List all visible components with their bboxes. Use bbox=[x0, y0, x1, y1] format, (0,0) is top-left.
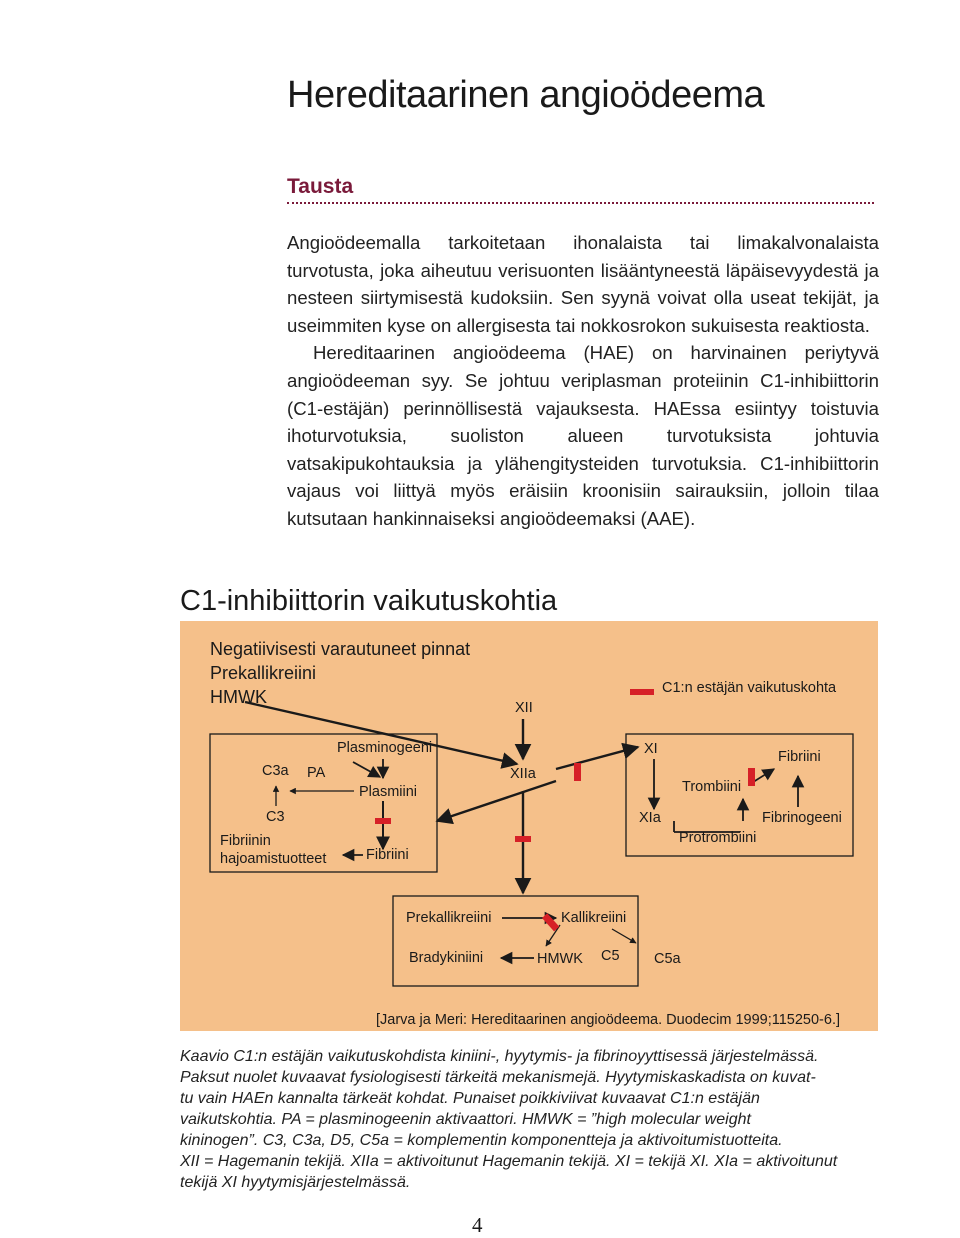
label-prekallikrein: Prekallikreiini bbox=[406, 910, 492, 926]
label-plasminogen: Plasminogeeni bbox=[337, 740, 433, 756]
legend-inhibition-symbol bbox=[630, 689, 654, 695]
label-plasmin: Plasmiini bbox=[359, 784, 418, 800]
label-fibrin-degradation-1: Fibriinin bbox=[220, 833, 271, 849]
label-hmwk: HMWK bbox=[537, 951, 583, 967]
arrow-c5-to-c5a bbox=[612, 929, 636, 943]
label-c5a: C5a bbox=[654, 951, 681, 967]
label-c5: C5 bbox=[601, 948, 620, 964]
label-bradykinin: Bradykiniini bbox=[409, 950, 484, 966]
figure-heading: C1-inhibiittorin vaikutuskohtia bbox=[180, 585, 558, 617]
section-divider bbox=[287, 202, 874, 204]
inhibition-mark-plasmin bbox=[375, 818, 391, 824]
inhibition-mark-xiia-xi bbox=[574, 763, 581, 781]
pathway-diagram bbox=[180, 621, 878, 1031]
label-prothrombin: Protrombiini bbox=[679, 830, 757, 846]
paragraph-2: Hereditaarinen angioödeema (HAE) on harvinainen periytyvä angioödeeman syy. Se johtuu veriplasman proteiinin C1-inhibiittorin (C1-estäjän) perinnöllisestä vajauksesta. HAEssa esiintyy toistuvia ihoturvotuksia, suoliston alueen turvotuksista johtuvia vatsakipukohtauksia ja ylähengitysteiden turvotuksia. C1-inhibiittorin vajaus voi liittyä myös eräisiin kroonisiin sairauksiin, jolloin tilaa kutsutaan hankinnaiseksi angioödeemaksi (AAE). bbox=[287, 342, 879, 529]
legend-label: C1:n estäjän vaikutuskohta bbox=[662, 680, 837, 696]
inhibition-mark-xiia-kinin bbox=[515, 836, 531, 842]
figure-source: [Jarva ja Meri: Hereditaarinen angioödeema. Duodecim 1999;115250-6.] bbox=[376, 1012, 841, 1028]
inhibition-mark-thrombin bbox=[748, 768, 755, 786]
label-fibrin-right: Fibriini bbox=[778, 749, 821, 765]
page-title: Hereditaarinen angioödeema bbox=[287, 74, 765, 116]
label-c3: C3 bbox=[266, 809, 285, 825]
paragraph-1: Angioödeemalla tarkoitetaan ihonalaista tai limakalvonalaista turvotusta, joka aiheutuu verisuonten lisääntyneestä läpäisevyydestä ja nesteen siirtymisestä kudoksiin. Sen syynä voivat olla useat tekijät, ja useimmiten kyse on allergisesta tai nokkosrokon sukuisesta reaktiosta. bbox=[287, 232, 879, 336]
label-thrombin: Trombiini bbox=[682, 779, 742, 795]
section-heading: Tausta bbox=[287, 175, 354, 198]
arrow-xiia-to-fibrinolysis bbox=[437, 781, 556, 821]
label-xiia: XIIa bbox=[510, 766, 536, 782]
label-fibrin-degradation-2: hajoamistuotteet bbox=[220, 851, 327, 867]
caption-line: tu vain HAEn kannalta tärkeät kohdat. Punaiset poikkiviivat kuvaavat C1:n estäjän bbox=[180, 1090, 760, 1107]
body-text bbox=[287, 229, 879, 533]
caption-line: XII = Hagemanin tekijä. XIIa = aktivoitunut Hagemanin tekijä. XI = tekijä XI. XIa = aktivoitunut bbox=[180, 1153, 838, 1170]
label-xi: XI bbox=[644, 741, 658, 757]
caption-line: tekijä XI hyytymisjärjestelmässä. bbox=[180, 1174, 411, 1191]
caption-line: Kaavio C1:n estäjän vaikutuskohdista kiniini-, hyytymis- ja fibrinoyyttisessä järjestelmässä. bbox=[180, 1048, 819, 1065]
label-xii: XII bbox=[515, 700, 533, 716]
label-pa: PA bbox=[307, 765, 326, 781]
label-fibrinogen: Fibrinogeeni bbox=[762, 810, 842, 826]
inhibition-mark-kallikrein bbox=[542, 913, 559, 931]
label-negative-surfaces: Negatiivisesti varautuneet pinnat bbox=[210, 639, 471, 659]
page-number: 4 bbox=[472, 1213, 483, 1237]
caption-line: Paksut nuolet kuvaavat fysiologisesti tärkeitä mekanismejä. Hyytymiskaskadista on kuvat- bbox=[180, 1069, 816, 1086]
label-prekallikrein-top: Prekallikreiini bbox=[210, 663, 317, 683]
caption-line: vaikutskohtia. PA = plasminogeenin aktivaattori. HMWK = ”high molecular weight bbox=[180, 1111, 751, 1128]
label-kallikrein: Kallikreiini bbox=[561, 910, 627, 926]
label-hmwk-top: HMWK bbox=[210, 687, 267, 707]
caption-line: kininogen”. C3, C3a, D5, C5a = komplementin komponentteja ja aktivoitumistuotteita. bbox=[180, 1132, 783, 1149]
figure-caption bbox=[180, 1046, 880, 1193]
arrow-pa-to-plasmin bbox=[353, 762, 380, 777]
label-c3a: C3a bbox=[262, 763, 289, 779]
label-fibrin-left: Fibriini bbox=[366, 847, 409, 863]
label-xia: XIa bbox=[639, 810, 661, 826]
